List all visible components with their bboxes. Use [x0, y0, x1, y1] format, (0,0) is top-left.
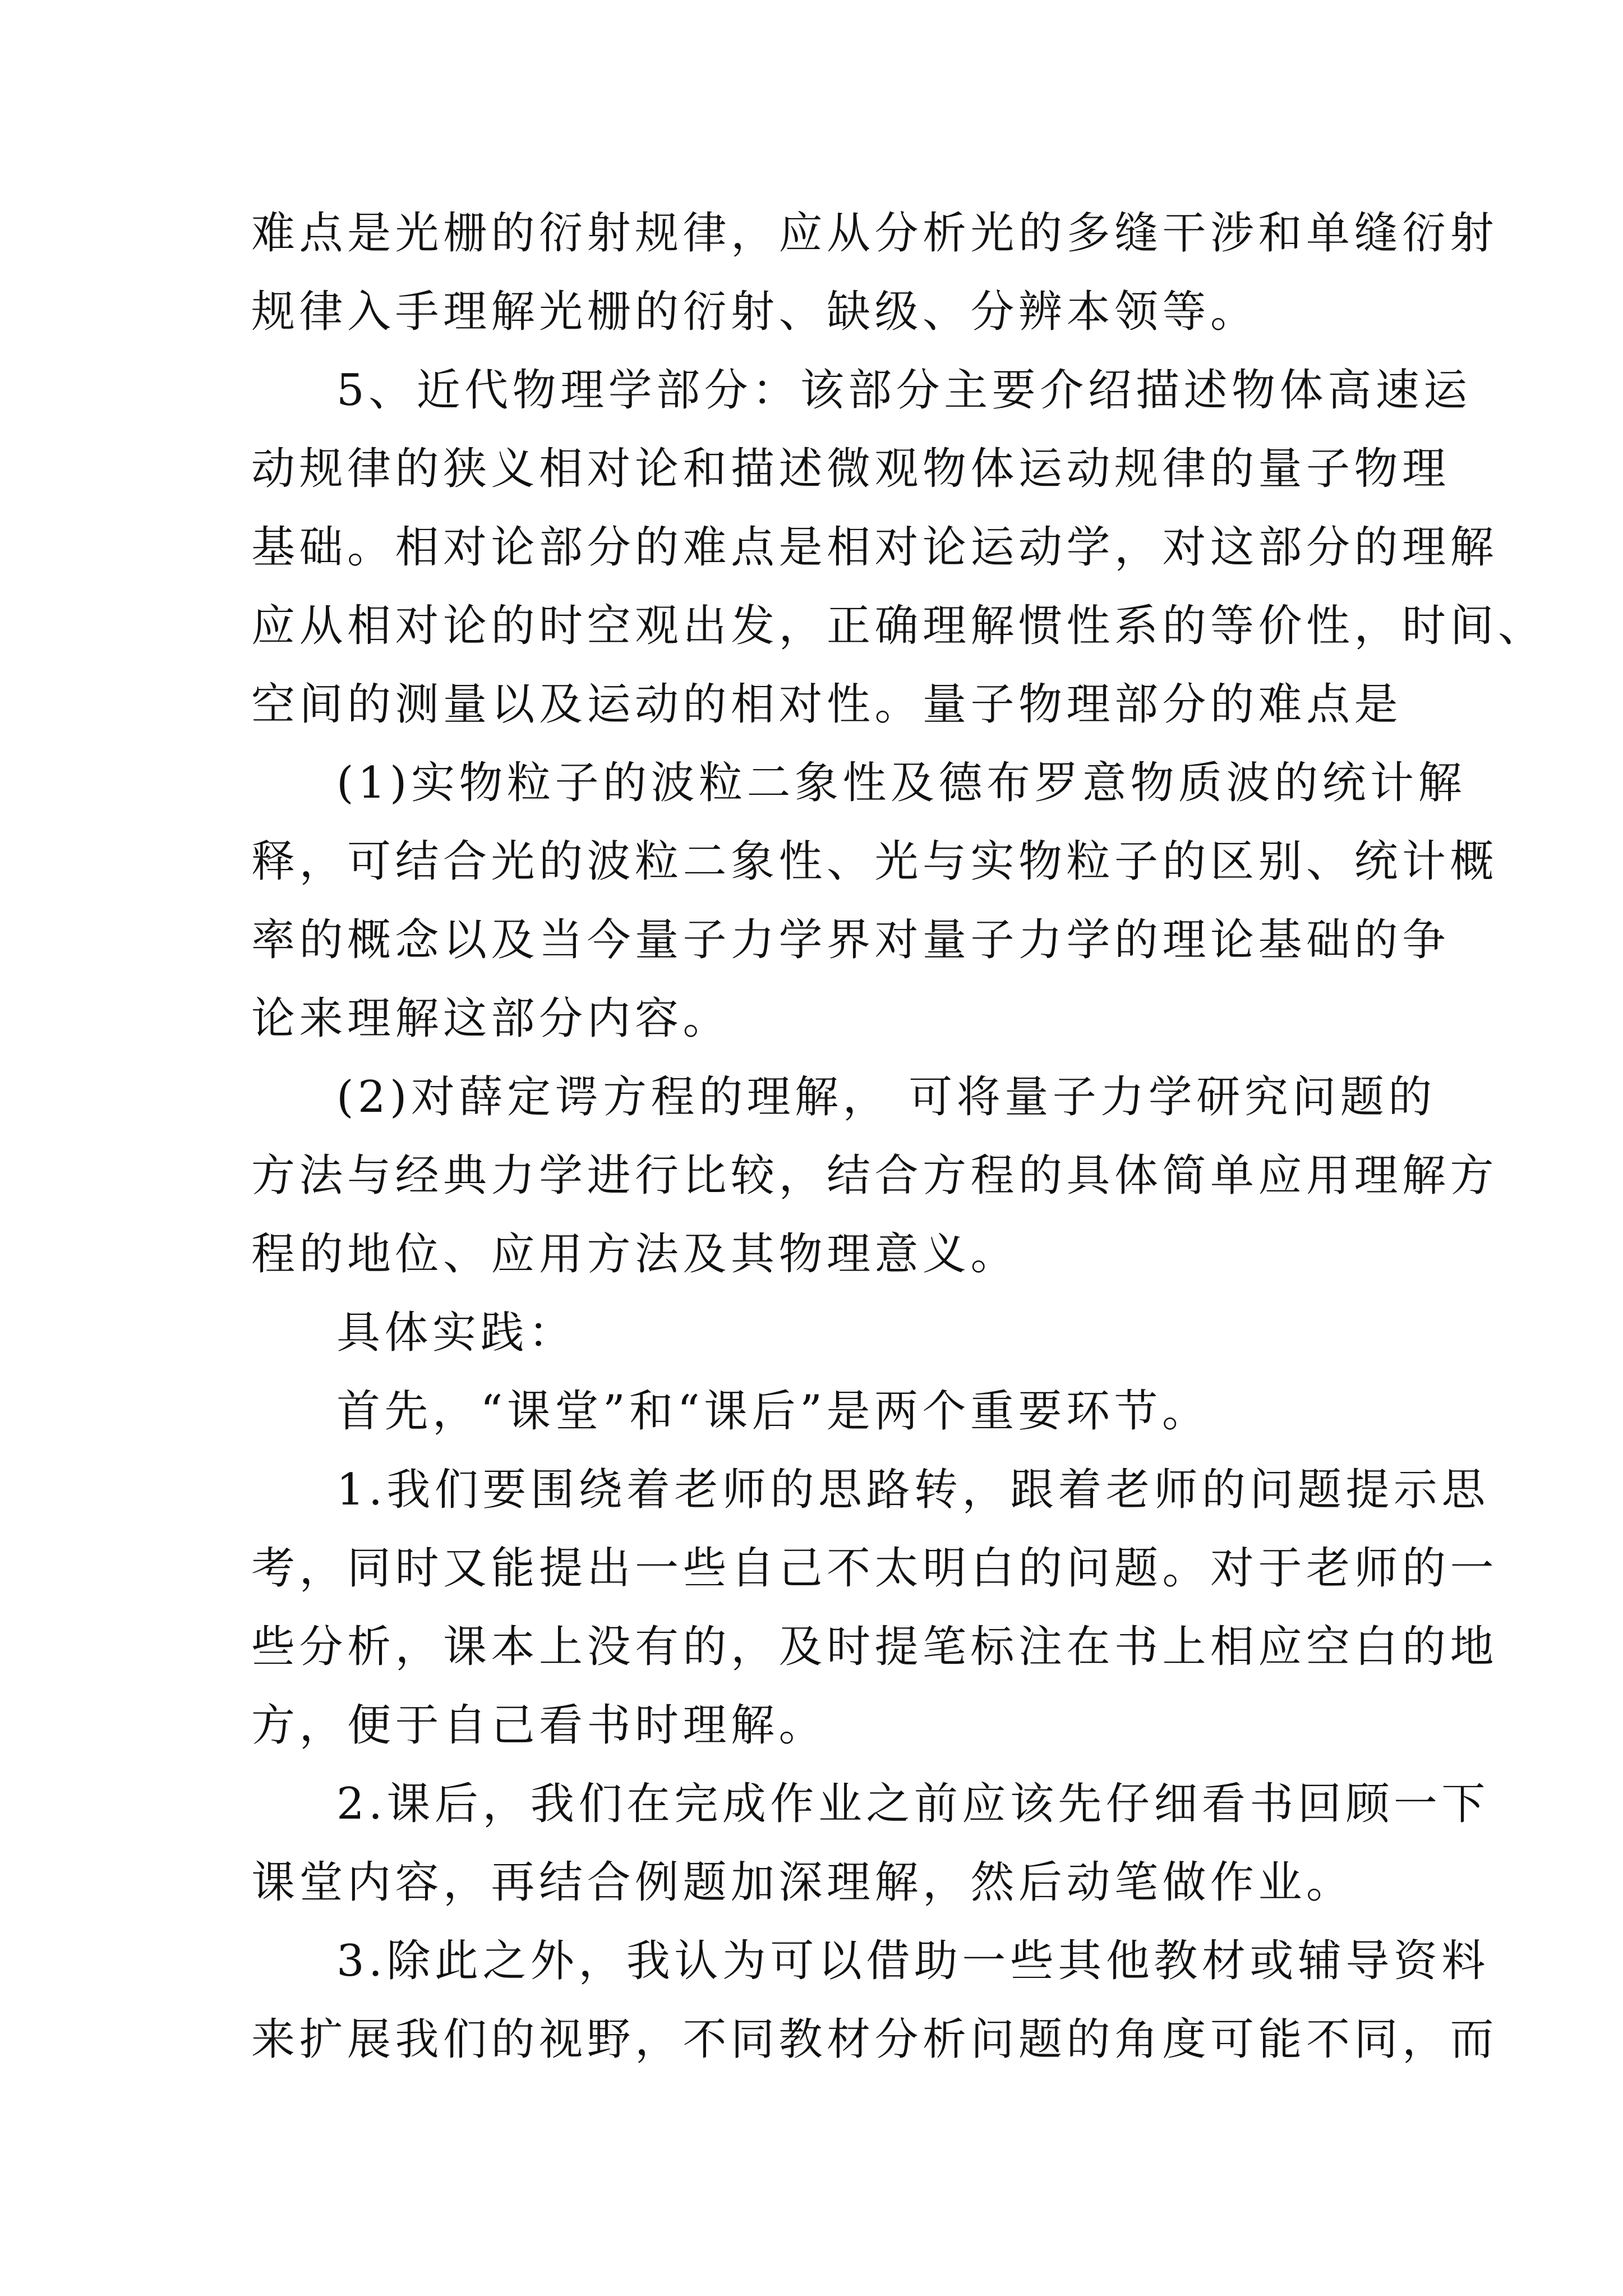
text-line: 论来理解这部分内容。 — [251, 993, 731, 1044]
text-line: 难点是光栅的衍射规律，应从分析光的多缝干涉和单缝衍射 — [251, 208, 1498, 259]
text-line: 课堂内容，再结合例题加深理解，然后动笔做作业。 — [251, 1857, 1354, 1908]
text-line: 5、近代物理学部分：该部分主要介绍描述物体高速运 — [336, 365, 1472, 416]
text-line: 方，便于自己看书时理解。 — [251, 1700, 827, 1751]
text-line: 2.课后，我们在完成作业之前应该先仔细看书回顾一下 — [336, 1779, 1490, 1829]
text-line: (2)对薛定谔方程的理解， 可将量子力学研究问题的 — [336, 1072, 1436, 1122]
text-line: 程的地位、应用方法及其物理意义。 — [251, 1229, 1019, 1280]
text-line: 考，同时又能提出一些自己不太明白的问题。对于老师的一 — [251, 1543, 1498, 1594]
text-line: 1.我们要围绕着老师的思路转，跟着老师的问题提示思 — [336, 1465, 1490, 1515]
text-line: 方法与经典力学进行比较，结合方程的具体简单应用理解方 — [251, 1151, 1498, 1201]
text-line: 率的概念以及当今量子力学界对量子力学的理论基础的争 — [251, 915, 1450, 965]
text-line: 规律入手理解光栅的衍射、缺级、分辨本领等。 — [251, 287, 1258, 337]
text-line: 具体实践： — [336, 1308, 577, 1358]
text-line: 动规律的狭义相对论和描述微观物体运动规律的量子物理 — [251, 444, 1450, 494]
text-line: (1)实物粒子的波粒二象性及德布罗意物质波的统计解 — [336, 758, 1466, 808]
text-line: 些分析，课本上没有的，及时提笔标注在书上相应空白的地 — [251, 1622, 1498, 1672]
text-line: 基础。相对论部分的难点是相对论运动学，对这部分的理解 — [251, 522, 1498, 573]
text-line: 来扩展我们的视野，不同教材分析问题的角度可能不同，而 — [251, 2014, 1498, 2065]
text-line: 3.除此之外，我认为可以借助一些其他教材或辅导资料 — [336, 1936, 1490, 1986]
text-line: 释，可结合光的波粒二象性、光与实物粒子的区别、统计概 — [251, 836, 1498, 887]
text-line: 首先，“课堂”和“课后”是两个重要环节。 — [336, 1386, 1210, 1437]
text-line: 应从相对论的时空观出发，正确理解惯性系的等价性，时间、 — [251, 601, 1546, 651]
text-line: 空间的测量以及运动的相对性。量子物理部分的难点是 — [251, 679, 1403, 730]
